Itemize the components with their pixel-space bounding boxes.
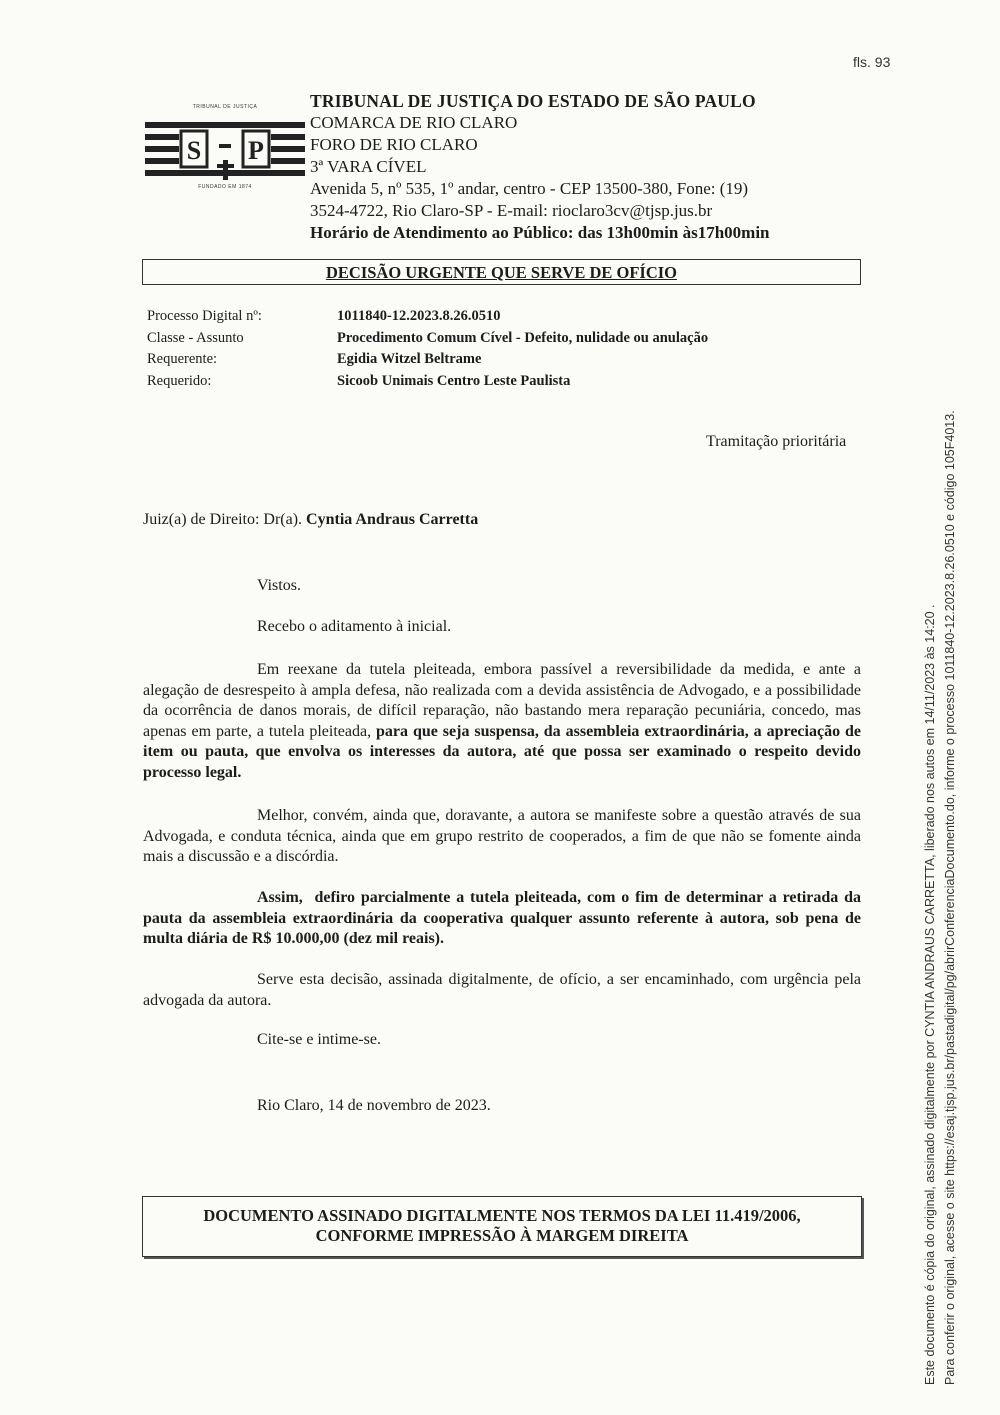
paragraph-4 [143, 888, 861, 950]
logo-letter-s: S [186, 136, 202, 165]
case-value: Sicoob Unimais Centro Leste Paulista [337, 372, 571, 389]
comarca: COMARCA DE RIO CLARO [310, 113, 518, 132]
case-row [147, 349, 708, 371]
case-row [147, 371, 708, 393]
paragraph-2 [143, 660, 861, 783]
case-value: Egidia Witzel Beltrame [337, 351, 482, 367]
paragraph-1-text: Recebo o aditamento à inicial. [257, 618, 452, 635]
logo-top-text: TRIBUNAL DE JUSTIÇA [192, 104, 258, 110]
case-label: Processo Digital nº: [147, 308, 262, 324]
address-line-1: Avenida 5, nº 535, 1º andar, centro - CEP 13500-380, Fone: (19) [310, 179, 749, 198]
paragraph-vistos [143, 576, 861, 597]
paragraph-4-text: defiro parcialmente a tutela pleiteada, com o fim de determinar a retirada da pauta da assembleia extraordinária da cooperativa qualquer assunto referente à autora, sob pena de multa diária de R$ 10.000,00 (dez mil reais). [143, 889, 862, 947]
case-info [147, 306, 708, 392]
side-note-line-1: Este documento é cópia do original, assinado digitalmente por CYNTIA ANDRAUS CARRETTA, liberado nos autos em 14/11/2023 às 14:20 . [923, 604, 937, 1385]
case-label: Requerente: [147, 351, 218, 367]
side-note-line-2: Para conferir o original, acesse o site https://esaj.tjsp.jus.br/pastadigital/pg/abrirConferenciaDocumento.do, informe o processo 1011840-12.2023.8.26.0510 e código 105F4013. [943, 410, 957, 1385]
page-number: fls. 93 [853, 54, 891, 70]
court-header [310, 90, 830, 244]
paragraph-3-text: Melhor, convém, ainda que, doravante, a autora se manifeste sobre a questão através de sua Advogada, e conduta técnica, ainda que em grupo restrito de cooperados, a fim de que não se fomente ainda mais a discussão e a discórdia. [143, 807, 861, 865]
paragraph-4-start: Assim, [257, 889, 303, 906]
digital-signature-box [142, 1196, 862, 1257]
judge-line [143, 511, 478, 529]
court-name: TRIBUNAL DE JUSTIÇA DO ESTADO DE SÃO PAULO [310, 91, 756, 111]
case-label: Classe - Assunto [147, 329, 244, 346]
paragraph-5 [143, 970, 861, 1011]
paragraph-2-text: Em reexane da tutela pleiteada, embora passível a reversibilidade da medida, e ante a alegação de desrespeito à ampla defesa, não realizada com a devida assistência de Advogado, e a possibilidade da ocorrência de danos morais, de difícil reparação, não bastando mera reparação pecuniária, concedo, mas apenas em parte, a tutela pleiteada, [143, 661, 861, 740]
logo-letter-p: P [248, 136, 264, 165]
case-row [147, 328, 708, 350]
signature-line-2: CONFORME IMPRESSÃO À MARGEM DIREITA [315, 1226, 689, 1245]
place-date: Rio Claro, 14 de novembro de 2023. [257, 1097, 491, 1114]
case-value: Procedimento Comum Cível - Defeito, nulidade ou anulação [337, 329, 709, 346]
paragraph-3 [143, 806, 861, 868]
judge-prefix: Juiz(a) de Direito: Dr(a). [143, 511, 303, 528]
case-label: Requerido: [147, 372, 212, 389]
paragraph-6 [143, 1030, 861, 1051]
paragraph-1 [143, 617, 861, 638]
tjsp-logo [145, 104, 305, 194]
document-title-box [142, 259, 861, 285]
judge-name: Cyntia Andraus Carretta [306, 511, 479, 528]
vistos-text: Vistos. [257, 577, 301, 594]
side-verification-note [920, 235, 960, 1385]
signature-line-1: DOCUMENTO ASSINADO DIGITALMENTE NOS TERMOS DA LEI 11.419/2006, [203, 1206, 801, 1225]
logo-bottom-text: FUNDADO EM 1874 [198, 184, 252, 190]
priority-note: Tramitação prioritária [706, 433, 847, 450]
paragraph-5-text: Serve esta decisão, assinada digitalmente, de ofício, a ser encaminhado, com urgência pela advogada da autora. [143, 971, 861, 1009]
paragraph-6-text: Cite-se e intime-se. [257, 1031, 381, 1048]
paragraph-2-bold-text: para que seja suspensa, da assembleia extraordinária, a apreciação de item ou pauta, que envolva os interesses da autora, até que possa ser examinado o respeito devido processo legal. [143, 722, 861, 781]
office-hours: Horário de Atendimento ao Público: das 13h00min às17h00min [310, 223, 770, 242]
case-row [147, 306, 708, 328]
case-value: 1011840-12.2023.8.26.0510 [337, 308, 501, 324]
vara: 3ª VARA CÍVEL [310, 157, 427, 176]
foro: FORO DE RIO CLARO [310, 135, 478, 154]
document-title: DECISÃO URGENTE QUE SERVE DE OFÍCIO [325, 263, 678, 282]
address-line-2: 3524-4722, Rio Claro-SP - E-mail: rioclaro3cv@tjsp.jus.br [310, 201, 713, 220]
logo-emblem-icon [145, 104, 305, 194]
